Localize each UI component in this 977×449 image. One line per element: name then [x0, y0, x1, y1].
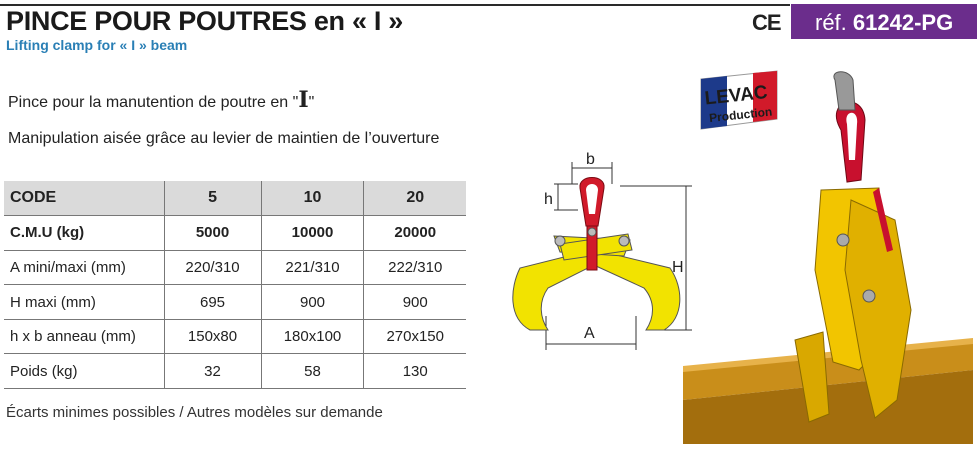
table-cell: 10000	[261, 216, 364, 251]
description-quote-end: "	[308, 94, 315, 111]
reference-label: réf.	[815, 10, 847, 35]
footnote: Écarts minimes possibles / Autres modèles sur demande	[6, 404, 383, 421]
levac-logo	[697, 69, 781, 133]
description-line-2: Manipulation aisée grâce au levier de maintien de l’ouverture	[8, 130, 440, 147]
table-cell: 900	[261, 285, 364, 320]
logo-text-levac: LEVAC	[703, 82, 769, 110]
table-cell: 5000	[164, 216, 261, 251]
table-row	[4, 319, 466, 354]
table-header-cell: 20	[364, 181, 466, 216]
table-row	[4, 250, 466, 285]
table-header-cell: 10	[261, 181, 364, 216]
table-cell: h x b anneau (mm)	[4, 319, 164, 354]
header	[0, 0, 977, 56]
table-cell: 150x80	[164, 319, 261, 354]
table-cell: 695	[164, 285, 261, 320]
table-cell: 220/310	[164, 250, 261, 285]
logo-text-production: Production	[708, 104, 773, 126]
diagram-label-b: b	[586, 151, 595, 168]
table-header-cell: CODE	[4, 181, 164, 216]
reference-badge	[791, 4, 977, 39]
table-row	[4, 216, 466, 251]
reference-number: 61242-PG	[852, 10, 954, 35]
table-cell: 20000	[364, 216, 466, 251]
diagram-label-h: h	[544, 191, 553, 208]
table-header-cell: 5	[164, 181, 261, 216]
table-cell: H maxi (mm)	[4, 285, 164, 320]
ce-mark-icon: CE	[752, 10, 781, 35]
table-row	[4, 354, 466, 389]
table-cell: Poids (kg)	[4, 354, 164, 389]
table-cell: 900	[364, 285, 466, 320]
page-subtitle: Lifting clamp for « I » beam	[6, 37, 188, 53]
table-header-row	[4, 181, 466, 216]
description-line-1	[8, 87, 314, 113]
table-cell: 221/310	[261, 250, 364, 285]
i-beam-symbol: I	[298, 87, 309, 113]
table-cell: C.M.U (kg)	[4, 216, 164, 251]
table-cell: 222/310	[364, 250, 466, 285]
description-text: Pince pour la manutention de poutre en "	[8, 94, 299, 111]
page-title: PINCE POUR POUTRES en « I »	[6, 6, 403, 36]
table-cell: 32	[164, 354, 261, 389]
table-cell: A mini/maxi (mm)	[4, 250, 164, 285]
specifications-table	[4, 181, 466, 389]
table-cell: 180x100	[261, 319, 364, 354]
clamp-dimension-diagram	[500, 148, 700, 358]
diagram-label-big-h: H	[672, 259, 684, 276]
table-row	[4, 285, 466, 320]
table-cell: 130	[364, 354, 466, 389]
table-cell: 58	[261, 354, 364, 389]
table-cell: 270x150	[364, 319, 466, 354]
diagram-label-a: A	[584, 325, 595, 342]
